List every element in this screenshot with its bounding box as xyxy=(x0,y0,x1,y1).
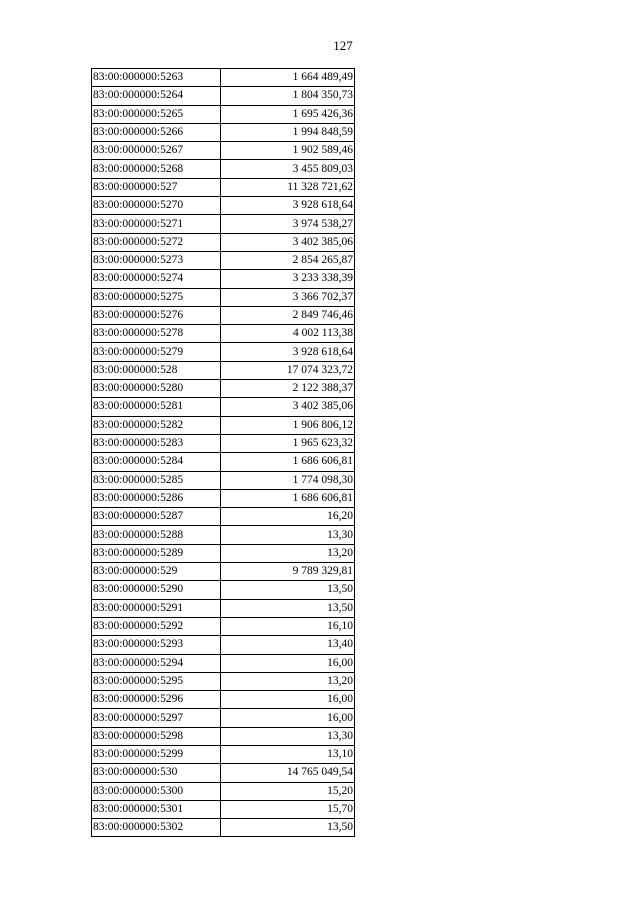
value-cell: 13,50 xyxy=(221,581,355,599)
cadastral-number-cell: 83:00:000000:5287 xyxy=(92,508,221,526)
cadastral-number-cell: 83:00:000000:529 xyxy=(92,563,221,581)
value-cell: 17 074 323,72 xyxy=(221,361,355,379)
table-row xyxy=(92,105,355,123)
value-cell: 1 965 623,32 xyxy=(221,434,355,452)
table-row xyxy=(92,489,355,507)
table-row xyxy=(92,178,355,196)
cadastral-number-cell: 83:00:000000:5273 xyxy=(92,251,221,269)
cadastral-number-cell: 83:00:000000:527 xyxy=(92,178,221,196)
cadastral-number-cell: 83:00:000000:5280 xyxy=(92,380,221,398)
value-cell: 14 765 049,54 xyxy=(221,764,355,782)
table-row xyxy=(92,215,355,233)
cadastral-number-cell: 83:00:000000:5278 xyxy=(92,325,221,343)
table-row xyxy=(92,636,355,654)
cadastral-number-cell: 83:00:000000:5284 xyxy=(92,453,221,471)
cadastral-number-cell: 83:00:000000:5271 xyxy=(92,215,221,233)
table-row xyxy=(92,288,355,306)
value-cell: 9 789 329,81 xyxy=(221,563,355,581)
cadastral-number-cell: 83:00:000000:5298 xyxy=(92,727,221,745)
table-row xyxy=(92,197,355,215)
cadastral-number-cell: 83:00:000000:5281 xyxy=(92,398,221,416)
table-row xyxy=(92,617,355,635)
table-row xyxy=(92,654,355,672)
table-row xyxy=(92,782,355,800)
value-cell: 1 774 098,30 xyxy=(221,471,355,489)
cadastral-number-cell: 83:00:000000:5282 xyxy=(92,416,221,434)
value-cell: 1 686 606,81 xyxy=(221,489,355,507)
cadastral-number-cell: 83:00:000000:5264 xyxy=(92,87,221,105)
cadastral-number-cell: 83:00:000000:5267 xyxy=(92,142,221,160)
cadastral-number-cell: 83:00:000000:5265 xyxy=(92,105,221,123)
table-row xyxy=(92,508,355,526)
value-cell: 13,20 xyxy=(221,544,355,562)
cadastral-number-cell: 83:00:000000:5290 xyxy=(92,581,221,599)
cadastral-number-cell: 83:00:000000:530 xyxy=(92,764,221,782)
table-row xyxy=(92,233,355,251)
value-cell: 2 849 746,46 xyxy=(221,306,355,324)
cadastral-number-cell: 83:00:000000:5272 xyxy=(92,233,221,251)
cadastral-number-cell: 83:00:000000:5300 xyxy=(92,782,221,800)
value-cell: 3 402 385,06 xyxy=(221,398,355,416)
table-row xyxy=(92,380,355,398)
value-cell: 13,10 xyxy=(221,745,355,763)
table-row xyxy=(92,142,355,160)
value-cell: 16,20 xyxy=(221,508,355,526)
table-row xyxy=(92,581,355,599)
cadastral-number-cell: 83:00:000000:5299 xyxy=(92,745,221,763)
value-cell: 13,40 xyxy=(221,636,355,654)
table-row xyxy=(92,325,355,343)
table-row xyxy=(92,764,355,782)
table-row xyxy=(92,526,355,544)
table-body xyxy=(92,69,355,837)
value-cell: 3 402 385,06 xyxy=(221,233,355,251)
value-cell: 1 902 589,46 xyxy=(221,142,355,160)
cadastral-number-cell: 83:00:000000:5301 xyxy=(92,800,221,818)
table-row xyxy=(92,160,355,178)
cadastral-number-cell: 83:00:000000:5292 xyxy=(92,617,221,635)
table-row xyxy=(92,453,355,471)
table-row xyxy=(92,306,355,324)
value-cell: 13,30 xyxy=(221,526,355,544)
cadastral-number-cell: 83:00:000000:5285 xyxy=(92,471,221,489)
value-cell: 1 994 848,59 xyxy=(221,123,355,141)
value-cell: 16,00 xyxy=(221,654,355,672)
value-cell: 1 695 426,36 xyxy=(221,105,355,123)
table-row xyxy=(92,800,355,818)
cadastral-number-cell: 83:00:000000:5296 xyxy=(92,691,221,709)
value-cell: 3 928 618,64 xyxy=(221,197,355,215)
value-cell: 16,00 xyxy=(221,691,355,709)
cadastral-number-cell: 83:00:000000:5291 xyxy=(92,599,221,617)
value-cell: 13,30 xyxy=(221,727,355,745)
cadastral-number-cell: 83:00:000000:528 xyxy=(92,361,221,379)
value-cell: 2 122 388,37 xyxy=(221,380,355,398)
value-cell: 1 906 806,12 xyxy=(221,416,355,434)
cadastral-number-cell: 83:00:000000:5268 xyxy=(92,160,221,178)
cadastral-number-cell: 83:00:000000:5263 xyxy=(92,69,221,87)
table-row xyxy=(92,563,355,581)
table-row xyxy=(92,544,355,562)
cadastral-number-cell: 83:00:000000:5293 xyxy=(92,636,221,654)
table-row xyxy=(92,599,355,617)
value-cell: 13,50 xyxy=(221,819,355,837)
cadastral-number-cell: 83:00:000000:5283 xyxy=(92,434,221,452)
value-cell: 3 928 618,64 xyxy=(221,343,355,361)
cadastral-number-cell: 83:00:000000:5274 xyxy=(92,270,221,288)
cadastral-number-cell: 83:00:000000:5302 xyxy=(92,819,221,837)
table-row xyxy=(92,709,355,727)
cadastral-value-table xyxy=(91,68,355,837)
table-row xyxy=(92,343,355,361)
cadastral-number-cell: 83:00:000000:5270 xyxy=(92,197,221,215)
cadastral-number-cell: 83:00:000000:5275 xyxy=(92,288,221,306)
value-cell: 3 366 702,37 xyxy=(221,288,355,306)
value-cell: 13,50 xyxy=(221,599,355,617)
value-cell: 15,70 xyxy=(221,800,355,818)
cadastral-number-cell: 83:00:000000:5294 xyxy=(92,654,221,672)
value-cell: 16,10 xyxy=(221,617,355,635)
table-row xyxy=(92,69,355,87)
page-number: 127 xyxy=(333,38,353,53)
table-row xyxy=(92,87,355,105)
table-row xyxy=(92,270,355,288)
cadastral-number-cell: 83:00:000000:5289 xyxy=(92,544,221,562)
value-cell: 3 455 809,03 xyxy=(221,160,355,178)
table-row xyxy=(92,123,355,141)
value-cell: 15,20 xyxy=(221,782,355,800)
cadastral-number-cell: 83:00:000000:5266 xyxy=(92,123,221,141)
value-cell: 1 664 489,49 xyxy=(221,69,355,87)
table-row xyxy=(92,471,355,489)
value-cell: 11 328 721,62 xyxy=(221,178,355,196)
cadastral-number-cell: 83:00:000000:5279 xyxy=(92,343,221,361)
cadastral-number-cell: 83:00:000000:5295 xyxy=(92,672,221,690)
value-cell: 4 002 113,38 xyxy=(221,325,355,343)
table-row xyxy=(92,361,355,379)
table-row xyxy=(92,434,355,452)
cadastral-number-cell: 83:00:000000:5286 xyxy=(92,489,221,507)
value-cell: 13,20 xyxy=(221,672,355,690)
value-cell: 16,00 xyxy=(221,709,355,727)
value-cell: 3 974 538,27 xyxy=(221,215,355,233)
cadastral-number-cell: 83:00:000000:5288 xyxy=(92,526,221,544)
table-row xyxy=(92,691,355,709)
table-row xyxy=(92,819,355,837)
value-cell: 2 854 265,87 xyxy=(221,251,355,269)
table-row xyxy=(92,416,355,434)
value-cell: 1 686 606,81 xyxy=(221,453,355,471)
table-row xyxy=(92,672,355,690)
table-row xyxy=(92,745,355,763)
cadastral-number-cell: 83:00:000000:5276 xyxy=(92,306,221,324)
table-row xyxy=(92,727,355,745)
value-cell: 1 804 350,73 xyxy=(221,87,355,105)
table-row xyxy=(92,251,355,269)
value-cell: 3 233 338,39 xyxy=(221,270,355,288)
table-row xyxy=(92,398,355,416)
cadastral-number-cell: 83:00:000000:5297 xyxy=(92,709,221,727)
